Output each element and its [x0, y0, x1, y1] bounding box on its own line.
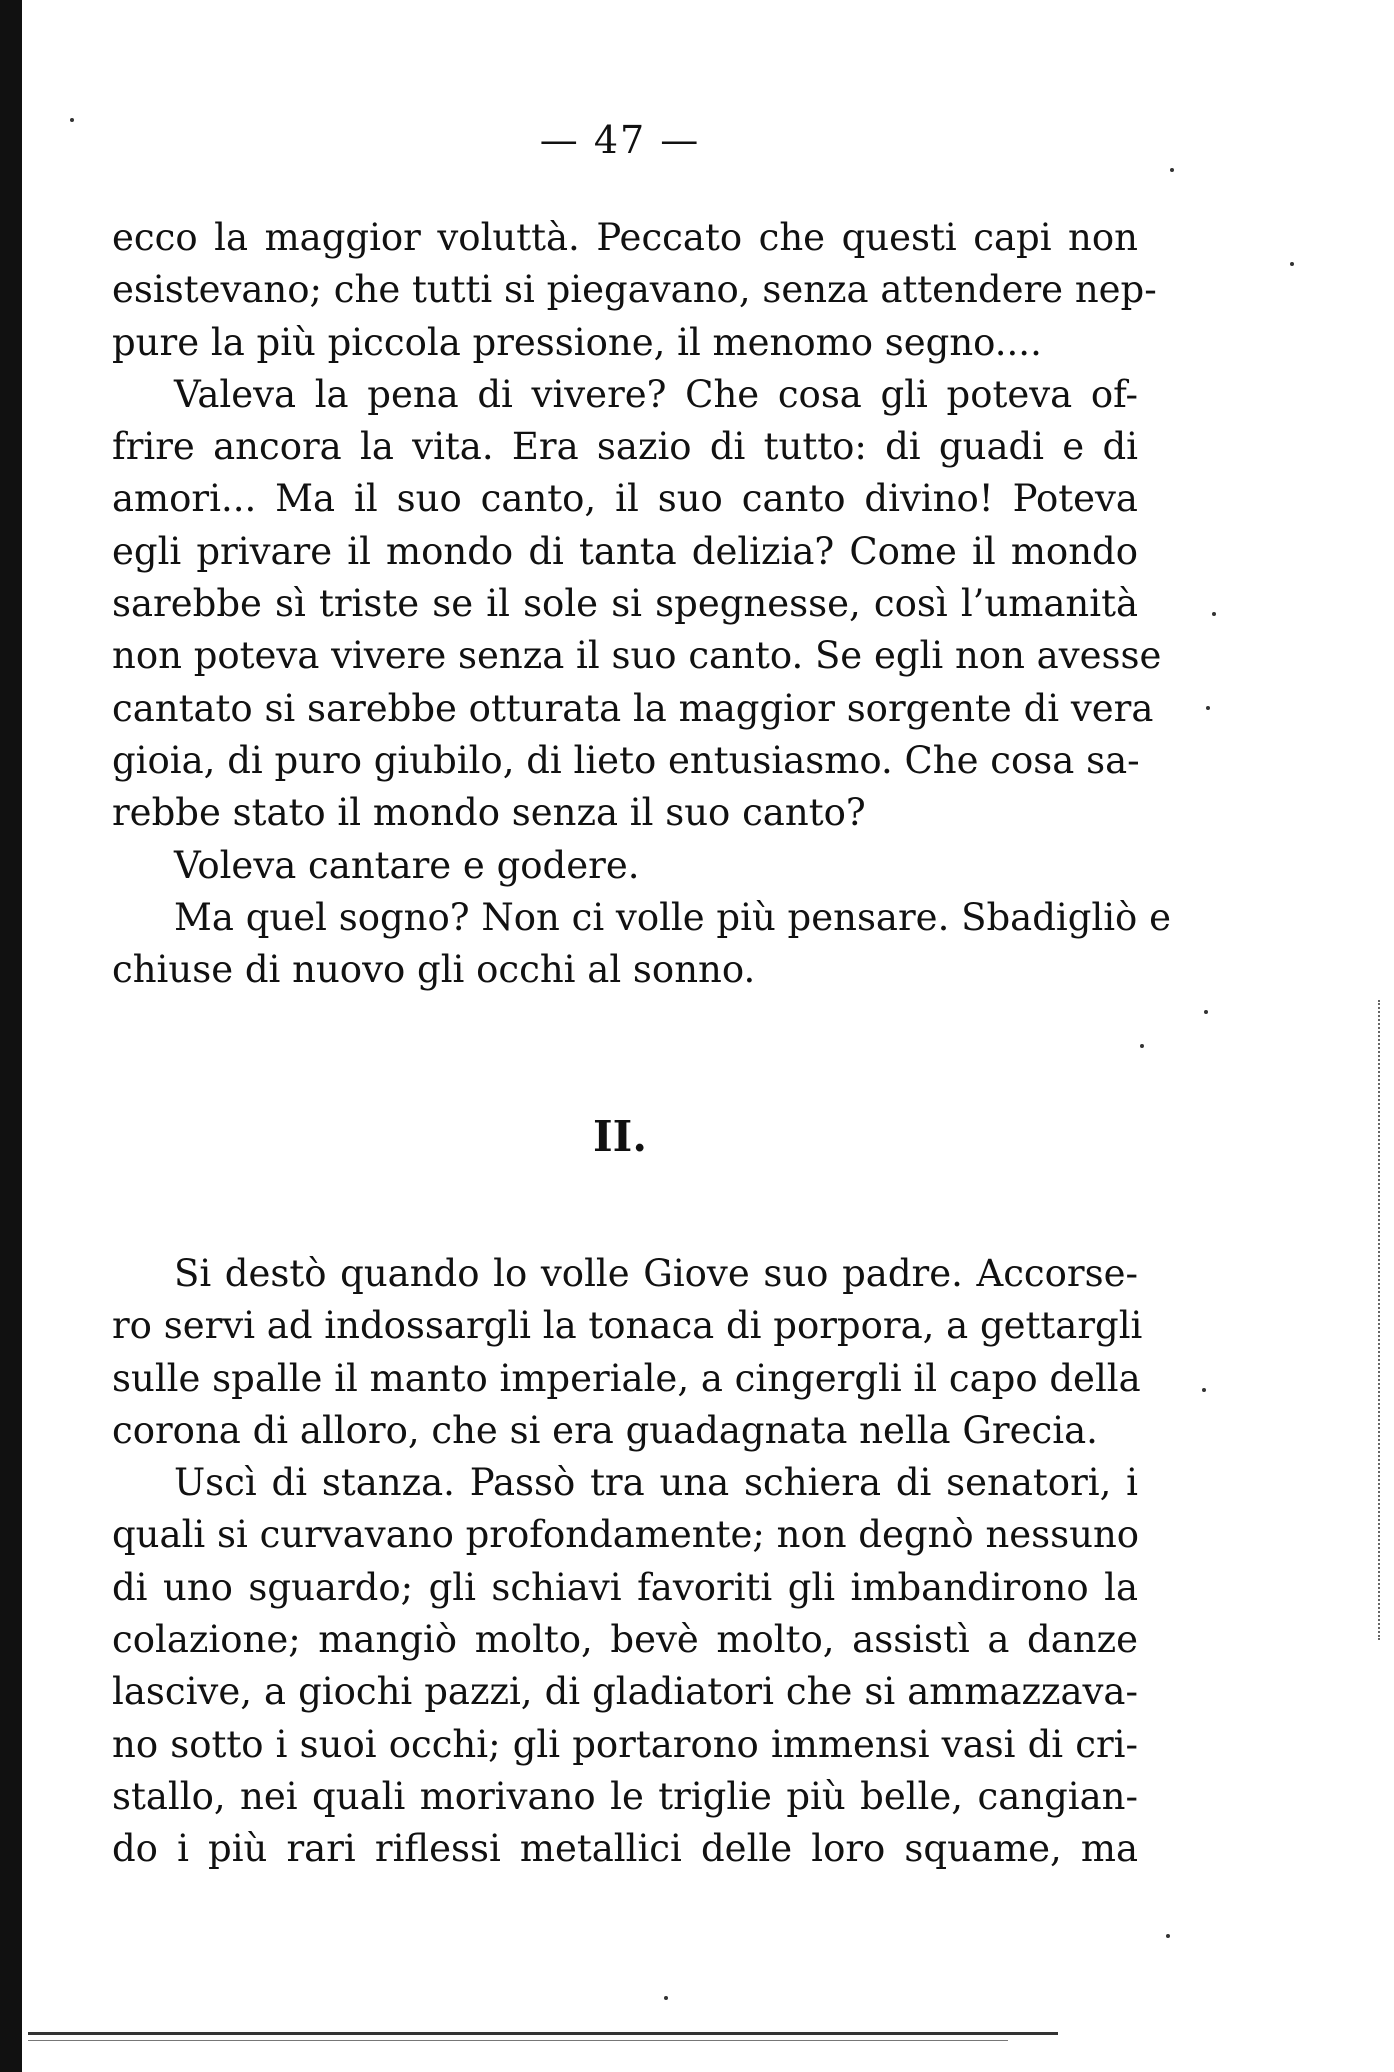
text-line: gioia, di puro giubilo, di lieto entusiasmo. Che cosa sa-	[112, 738, 1140, 782]
text-line: pure la più piccola pressione, il menomo segno....	[112, 320, 1042, 364]
scan-speck	[1140, 1044, 1144, 1048]
text-line: Ma quel sogno? Non ci volle più pensare. Sbadigliò e	[174, 895, 1171, 939]
scan-speck	[1166, 1934, 1170, 1938]
text-line: cantato si sarebbe otturata la maggior sorgente di vera	[112, 686, 1154, 730]
text-line: stallo, nei quali morivano le triglie più belle, cangian-	[112, 1774, 1138, 1818]
text-line: esistevano; che tutti si piegavano, senza attendere nep-	[112, 268, 1157, 312]
scan-speck	[1170, 168, 1174, 172]
text-line: frire ancora la vita. Era sazio di tutto: di guadi e di	[112, 425, 1138, 469]
scan-speck	[1206, 706, 1210, 710]
scan-speck	[1202, 1388, 1206, 1392]
text-line: egli privare il mondo di tanta delizia? Come il mondo	[112, 529, 1138, 573]
text-line: sulle spalle il manto imperiale, a cingergli il capo della	[112, 1356, 1141, 1400]
text-line: non poteva vivere senza il suo canto. Se egli non avesse	[112, 634, 1162, 678]
text-line: sarebbe sì triste se il sole si spegnesse, così l’umanità	[112, 582, 1138, 626]
right-edge-marks	[1378, 1000, 1384, 1640]
binding-gap	[22, 0, 28, 2072]
text-line: corona di alloro, che si era guadagnata nella Grecia.	[112, 1408, 1098, 1452]
bottom-edge-rule	[28, 2032, 1058, 2035]
section-heading: II.	[593, 1112, 647, 1161]
text-line: quali si curvavano profondamente; non degnò nessuno	[112, 1513, 1140, 1557]
text-line: no sotto i suoi occhi; gli portarono immensi vasi di cri-	[112, 1722, 1138, 1766]
bottom-edge-rule-secondary	[28, 2040, 1008, 2041]
binding-edge	[0, 0, 22, 2072]
text-line: di uno sguardo; gli schiavi favoriti gli imbandirono la	[112, 1565, 1138, 1609]
text-line: ro servi ad indossargli la tonaca di porpora, a gettargli	[112, 1304, 1143, 1348]
page-number: — 47 —	[539, 118, 701, 162]
text-line: ecco la maggior voluttà. Peccato che questi capi non	[112, 216, 1138, 259]
text-line: amori... Ma il suo canto, il suo canto divino! Poteva	[112, 477, 1138, 521]
text-line: rebbe stato il mondo senza il suo canto?	[112, 791, 866, 835]
text-line: Uscì di stanza. Passò tra una schiera di senatori, i	[174, 1461, 1138, 1505]
text-line: Si destò quando lo volle Giove suo padre. Accorse-	[174, 1252, 1138, 1295]
text-line: Valeva la pena di vivere? Che cosa gli poteva of-	[174, 372, 1138, 416]
text-line: Voleva cantare e godere.	[174, 843, 640, 887]
text-line: colazione; mangiò molto, bevè molto, assistì a danze	[112, 1618, 1138, 1662]
scan-speck	[1212, 612, 1216, 616]
scan-speck	[664, 1996, 668, 2000]
text-block-1	[112, 212, 1171, 996]
text-line: do i più rari riflessi metallici delle loro squame, ma	[112, 1827, 1138, 1871]
scan-speck	[1204, 1010, 1208, 1014]
text-line: lascive, a giochi pazzi, di gladiatori che si ammazzava-	[112, 1670, 1138, 1714]
text-block-2	[112, 1248, 1143, 1876]
text-line: chiuse di nuovo gli occhi al sonno.	[112, 948, 756, 992]
scan-speck	[1290, 262, 1294, 266]
